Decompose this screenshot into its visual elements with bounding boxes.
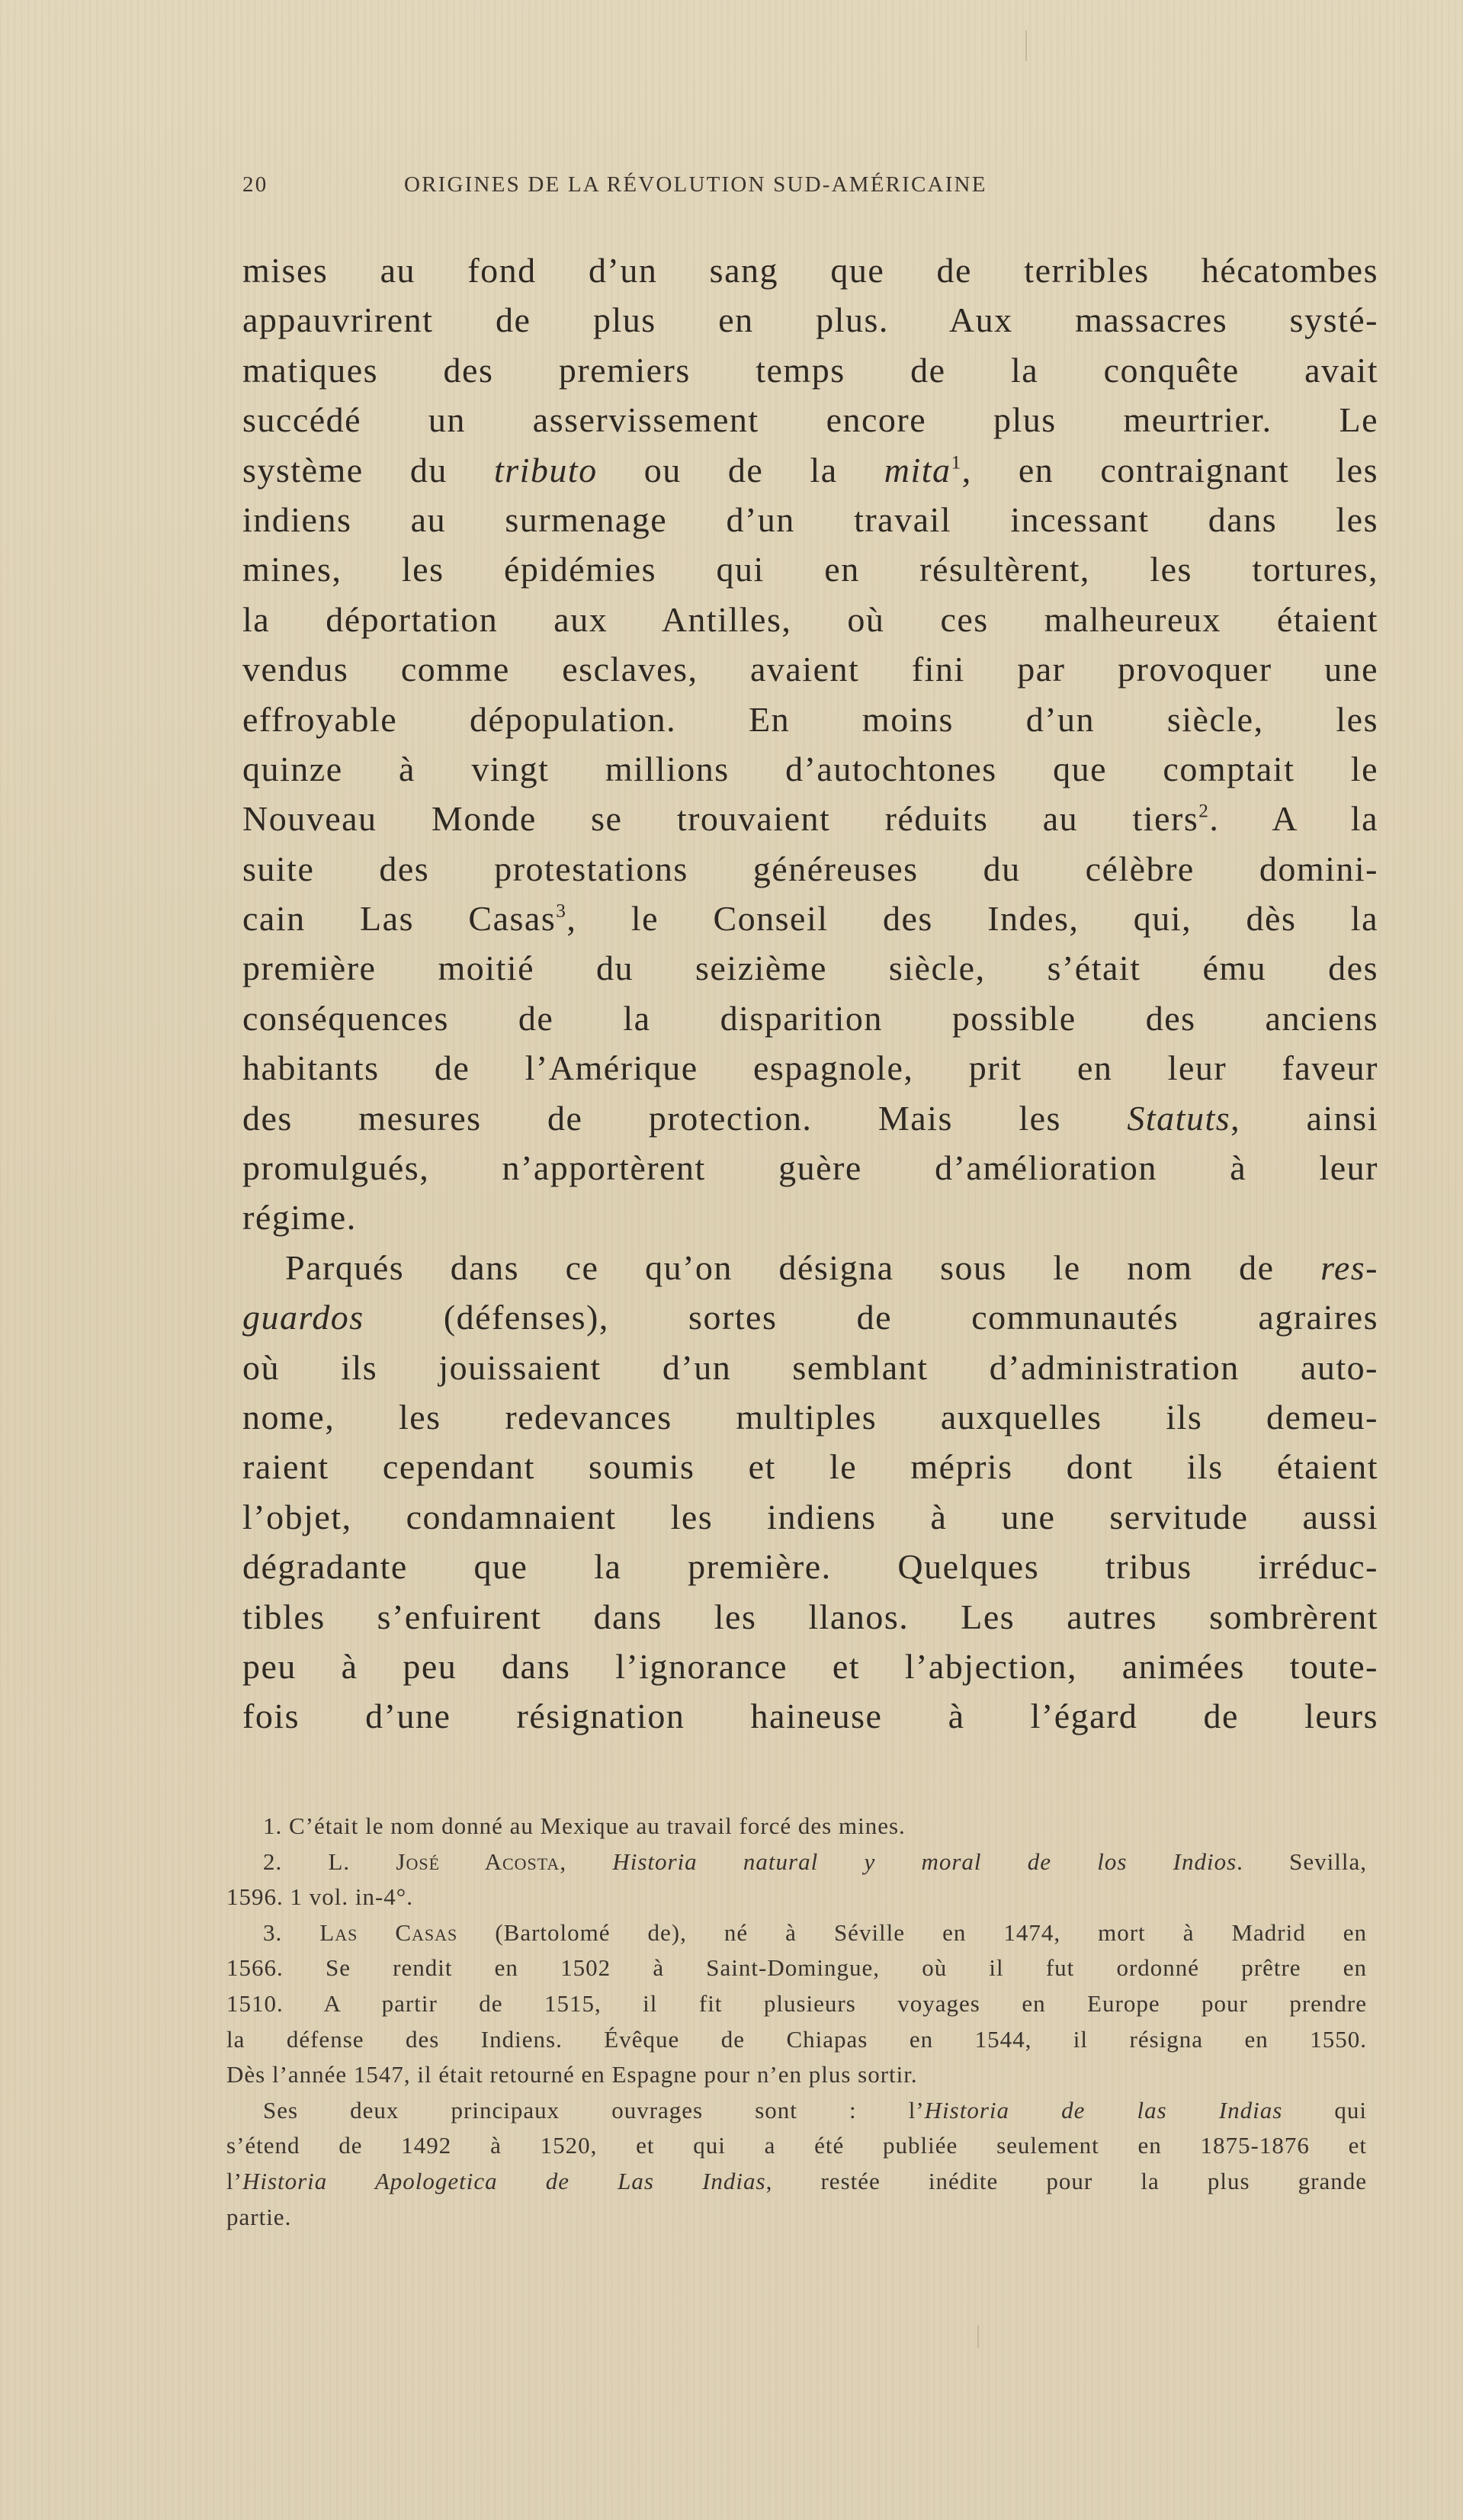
small-caps-name: Las Casas bbox=[319, 1918, 458, 1946]
text-run: la déportation aux Antilles, où ces malheureux étaient bbox=[242, 599, 1378, 639]
text-line bbox=[242, 246, 1378, 295]
text-run: appauvrirent de plus en plus. Aux massacres systé- bbox=[242, 300, 1378, 340]
text-run: , en contraignant les bbox=[961, 450, 1378, 490]
paper-fiber-mark bbox=[977, 2326, 979, 2348]
text-run: s’étend de 1492 à 1520, et qui a été publiée seulement en 1875-1876 et bbox=[226, 2132, 1367, 2159]
footnote-line bbox=[226, 2164, 1367, 2200]
text-line bbox=[242, 295, 1378, 345]
text-run: quinze à vingt millions d’autochtones que comptait le bbox=[242, 749, 1378, 788]
text-run: , bbox=[560, 1847, 613, 1875]
text-run: Ses deux principaux ouvrages sont : l’ bbox=[263, 2096, 925, 2124]
footnote-reference: 3 bbox=[556, 900, 567, 922]
text-run: peu à peu dans l’ignorance et l’abjection, animées toute- bbox=[242, 1646, 1378, 1686]
text-run: 1. C’était le nom donné au Mexique au travail forcé des mines. bbox=[263, 1812, 906, 1839]
text-line bbox=[242, 1691, 1378, 1741]
text-run: mines, les épidémies qui en résultèrent, les tortures, bbox=[242, 550, 1378, 589]
text-line bbox=[242, 1093, 1378, 1143]
footnote-line bbox=[226, 2022, 1367, 2058]
text-line bbox=[242, 595, 1378, 644]
text-run: l’ bbox=[226, 2167, 242, 2194]
text-run: , ainsi bbox=[1230, 1098, 1378, 1138]
footnote-reference: 2 bbox=[1198, 800, 1210, 822]
text-run: où ils jouissaient d’un semblant d’administration auto- bbox=[242, 1347, 1378, 1387]
text-line bbox=[242, 495, 1378, 544]
footnote-line bbox=[226, 1880, 1367, 1915]
text-run: conséquences de la disparition possible des anciens bbox=[242, 998, 1378, 1038]
text-run: nome, les redevances multiples auxquelles ils demeu- bbox=[242, 1397, 1378, 1437]
text-run: . A la bbox=[1209, 799, 1378, 839]
text-run: Nouveau Monde se trouvaient réduits au tiers bbox=[242, 799, 1199, 839]
text-run: la défense des Indiens. Évêque de Chiapas en 1544, il résigna en 1550. bbox=[226, 2025, 1367, 2053]
footnote-line bbox=[226, 1809, 1367, 1844]
italic-text: mita bbox=[884, 450, 951, 490]
running-head bbox=[242, 172, 1234, 203]
text-run: tibles s’enfuirent dans les llanos. Les autres sombrèrent bbox=[242, 1597, 1378, 1636]
text-line bbox=[242, 345, 1378, 395]
text-run: ou de la bbox=[597, 450, 884, 490]
text-line bbox=[242, 943, 1378, 993]
text-line bbox=[242, 894, 1378, 943]
text-run: des mesures de protection. Mais les bbox=[242, 1098, 1128, 1138]
text-line bbox=[242, 544, 1378, 594]
text-run: , restée inédite pour la plus grande bbox=[765, 2167, 1367, 2194]
text-line bbox=[242, 644, 1378, 694]
small-caps-name: José Acosta bbox=[396, 1847, 560, 1875]
text-run: succédé un asservissement encore plus meurtrier. Le bbox=[242, 400, 1378, 440]
text-run: 1566. Se rendit en 1502 à Saint-Domingue, où il fut ordonné prêtre en bbox=[226, 1954, 1367, 1982]
text-run: raient cependant soumis et le mépris dont ils étaient bbox=[242, 1447, 1378, 1487]
text-run: système du bbox=[242, 450, 494, 490]
text-line bbox=[242, 1542, 1378, 1591]
text-run: qui bbox=[1282, 2096, 1367, 2124]
text-line bbox=[242, 994, 1378, 1043]
italic-text: Historia Apologetica de Las Indias bbox=[242, 2167, 766, 2194]
page-number: 20 bbox=[242, 172, 268, 197]
text-run: l’objet, condamnaient les indiens à une servitude aussi bbox=[242, 1497, 1378, 1536]
text-run: 3. bbox=[263, 1918, 320, 1946]
text-run: mises au fond d’un sang que de terribles hécatombes bbox=[242, 251, 1378, 290]
text-run: effroyable dépopulation. En moins d’un siècle, les bbox=[242, 699, 1378, 739]
text-line bbox=[242, 445, 1378, 495]
text-run: régime. bbox=[242, 1198, 357, 1238]
footnote-line bbox=[226, 1986, 1367, 2022]
text-line bbox=[242, 1392, 1378, 1442]
text-run: promulgués, n’apportèrent guère d’amélioration à leur bbox=[242, 1148, 1378, 1188]
text-run: (Bartolomé de), né à Séville en 1474, mort à Madrid en bbox=[457, 1918, 1368, 1946]
footnote-line bbox=[226, 2057, 1367, 2093]
text-line bbox=[242, 695, 1378, 744]
text-run: première moitié du seizième siècle, s’était ému des bbox=[242, 949, 1378, 988]
text-run: 1510. A partir de 1515, il fit plusieurs voyages en Europe pour prendre bbox=[226, 1989, 1367, 2017]
italic-text: Statuts bbox=[1127, 1098, 1231, 1138]
body-text bbox=[242, 246, 1378, 1742]
text-run: 1596. 1 vol. in-4°. bbox=[226, 1883, 413, 1911]
text-run: partie. bbox=[226, 2203, 292, 2230]
text-line bbox=[242, 1243, 1378, 1292]
text-run: dégradante que la première. Quelques tribus irréduc- bbox=[242, 1547, 1378, 1587]
footnote-line bbox=[226, 2093, 1367, 2129]
text-run: , le Conseil des Indes, qui, dès la bbox=[566, 899, 1378, 939]
text-run: Dès l’année 1547, il était retourné en Espagne pour n’en plus sortir. bbox=[226, 2061, 918, 2088]
text-run: . Sevilla, bbox=[1237, 1847, 1368, 1875]
text-run: suite des protestations généreuses du célèbre domini- bbox=[242, 849, 1378, 888]
running-title: ORIGINES DE LA RÉVOLUTION SUD-AMÉRICAINE bbox=[404, 172, 987, 197]
text-line bbox=[242, 1442, 1378, 1491]
text-line bbox=[242, 1642, 1378, 1691]
text-run: matiques des premiers temps de la conquête avait bbox=[242, 350, 1378, 390]
italic-text: guardos bbox=[242, 1298, 364, 1337]
text-line bbox=[242, 1343, 1378, 1392]
text-line bbox=[242, 1193, 1378, 1242]
text-run: habitants de l’Amérique espagnole, prit en leur faveur bbox=[242, 1048, 1378, 1088]
paper-fiber-mark bbox=[1025, 30, 1027, 61]
text-line bbox=[242, 1292, 1378, 1342]
text-line bbox=[242, 1043, 1378, 1093]
footnote-line bbox=[226, 1950, 1367, 1986]
footnote-line bbox=[226, 2200, 1367, 2236]
italic-text: Historia de las Indias bbox=[924, 2096, 1283, 2124]
text-line bbox=[242, 1592, 1378, 1642]
text-line bbox=[242, 395, 1378, 445]
text-line bbox=[242, 1143, 1378, 1193]
text-line bbox=[242, 1492, 1378, 1542]
text-line bbox=[242, 844, 1378, 894]
text-run: (défenses), sortes de communautés agraires bbox=[364, 1298, 1378, 1337]
text-run: vendus comme esclaves, avaient fini par provoquer une bbox=[242, 650, 1378, 689]
footnote-reference: 1 bbox=[951, 451, 962, 473]
footnote-line bbox=[226, 1844, 1367, 1880]
text-run: cain Las Casas bbox=[242, 899, 557, 939]
footnote-line bbox=[226, 1915, 1367, 1951]
text-line bbox=[242, 744, 1378, 794]
text-run: Parqués dans ce qu’on désigna sous le nom de bbox=[285, 1247, 1321, 1287]
text-run: indiens au surmenage d’un travail incessant dans les bbox=[242, 499, 1378, 539]
italic-text: tributo bbox=[493, 450, 598, 490]
text-line bbox=[242, 794, 1378, 843]
text-run: fois d’une résignation haineuse à l’égard de leurs bbox=[242, 1697, 1378, 1736]
text-run: 2. L. bbox=[263, 1847, 396, 1875]
footnote-line bbox=[226, 2128, 1367, 2164]
italic-text: Historia natural y moral de los Indios bbox=[612, 1847, 1237, 1875]
italic-text: res- bbox=[1320, 1247, 1378, 1287]
footnotes bbox=[226, 1809, 1367, 2235]
